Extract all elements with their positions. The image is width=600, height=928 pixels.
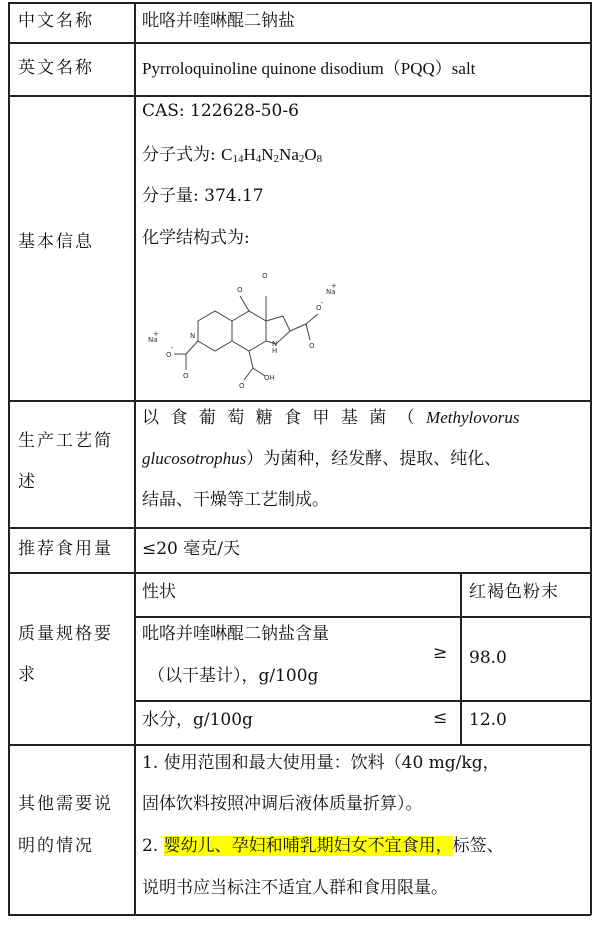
- process-text-line1: 以 食 葡 萄 糖 食 甲 基 菌 （ Methylovorus: [142, 408, 520, 428]
- chinese-name-label: 中文名称: [18, 11, 94, 31]
- svg-text:N: N: [190, 332, 196, 340]
- dosage-value: ≤20 毫克/天: [142, 539, 241, 559]
- formula-value: $C_{14}H_4N_2Na_2O_8$: [221, 145, 323, 165]
- other-label-line1: 其他需要说: [18, 794, 113, 814]
- svg-text:O: O: [309, 342, 315, 350]
- svg-text:-: -: [171, 344, 174, 352]
- svg-text:O: O: [237, 286, 243, 294]
- svg-text:Na: Na: [148, 336, 158, 344]
- other-note-line1: 1. 使用范围和最大使用量：饮料（40 mg/kg，: [142, 753, 500, 773]
- svg-text:OH: OH: [264, 374, 275, 382]
- row-divider: [8, 572, 591, 574]
- chemical-structure-diagram: [140, 258, 350, 398]
- cas-number: CAS: 122628-50-6: [142, 101, 299, 121]
- structure-atom-labels: [148, 272, 337, 390]
- other-label-line2: 明的情况: [18, 836, 94, 856]
- svg-text:Na: Na: [326, 288, 336, 296]
- other-note-line3: 2. 婴幼儿、孕妇和哺乳期妇女不宜食用，标签、: [142, 836, 504, 856]
- quality-label-line1: 质量规格要: [18, 624, 113, 644]
- basic-info-label: 基本信息: [18, 232, 94, 252]
- dosage-label: 推荐食用量: [18, 539, 113, 559]
- column-divider: [134, 2, 136, 915]
- subrow-divider: [134, 616, 591, 618]
- svg-text:+: +: [153, 330, 159, 338]
- quality-content-value: 98.0: [469, 648, 507, 668]
- quality-content-operator: ≥: [433, 643, 448, 663]
- svg-text:N: N: [272, 340, 278, 348]
- quality-moisture-value: 12.0: [469, 710, 507, 730]
- row-divider: [8, 527, 591, 529]
- table-border-left: [8, 2, 10, 915]
- quality-moisture-item: 水分，g/100g: [142, 710, 253, 730]
- quality-moisture-operator: ≤: [433, 708, 448, 728]
- molecular-weight: 分子量: 374.17: [142, 186, 264, 206]
- subrow-divider: [134, 700, 591, 702]
- svg-text:O: O: [183, 372, 189, 380]
- molecular-formula: 分子式为: $C_{14}H_4N_2Na_2O_8$: [142, 145, 323, 165]
- svg-text:O: O: [262, 272, 268, 280]
- english-name-label: 英文名称: [18, 58, 94, 78]
- process-text-line3: 结晶、干燥等工艺制成。: [142, 490, 329, 510]
- process-label-line2: 述: [18, 472, 37, 492]
- other-note-line4: 说明书应当标注不适宜人群和食用限量。: [142, 878, 448, 898]
- highlighted-warning: 婴幼儿、孕妇和哺乳期妇女不宜食用，: [163, 836, 453, 856]
- quality-appearance-value: 红褐色粉末: [469, 582, 559, 602]
- quality-label-line2: 求: [18, 665, 37, 685]
- row-divider: [8, 42, 591, 44]
- svg-text:O: O: [166, 351, 172, 359]
- table-border-top: [8, 2, 591, 4]
- quality-content-item-line1: 吡咯并喹啉醌二钠盐含量: [142, 624, 329, 644]
- chinese-name-value: 吡咯并喹啉醌二钠盐: [142, 11, 295, 31]
- value-column-divider: [460, 572, 462, 745]
- table-border-bottom: [8, 914, 591, 916]
- english-name-value: Pyrroloquinoline quinone disodium（PQQ）salt: [142, 59, 476, 78]
- structure-label: 化学结构式为:: [142, 228, 250, 248]
- process-label-line1: 生产工艺简: [18, 431, 113, 451]
- table-border-right: [590, 2, 592, 915]
- row-divider: [8, 744, 591, 746]
- svg-text:O: O: [316, 304, 322, 312]
- other-note-line2: 固体饮料按照冲调后液体质量折算）。: [142, 794, 423, 814]
- svg-text:-: -: [321, 299, 324, 307]
- process-text-line2: glucosotrophus）为菌种，经发酵、提取、纯化、: [142, 449, 502, 469]
- svg-text:H: H: [272, 347, 278, 355]
- quality-appearance-item: 性状: [142, 582, 176, 602]
- svg-text:O: O: [239, 382, 245, 390]
- row-divider: [8, 400, 591, 402]
- quality-content-item-line2: （以干基计），g/100g: [148, 666, 319, 686]
- svg-text:+: +: [331, 282, 337, 290]
- row-divider: [8, 95, 591, 97]
